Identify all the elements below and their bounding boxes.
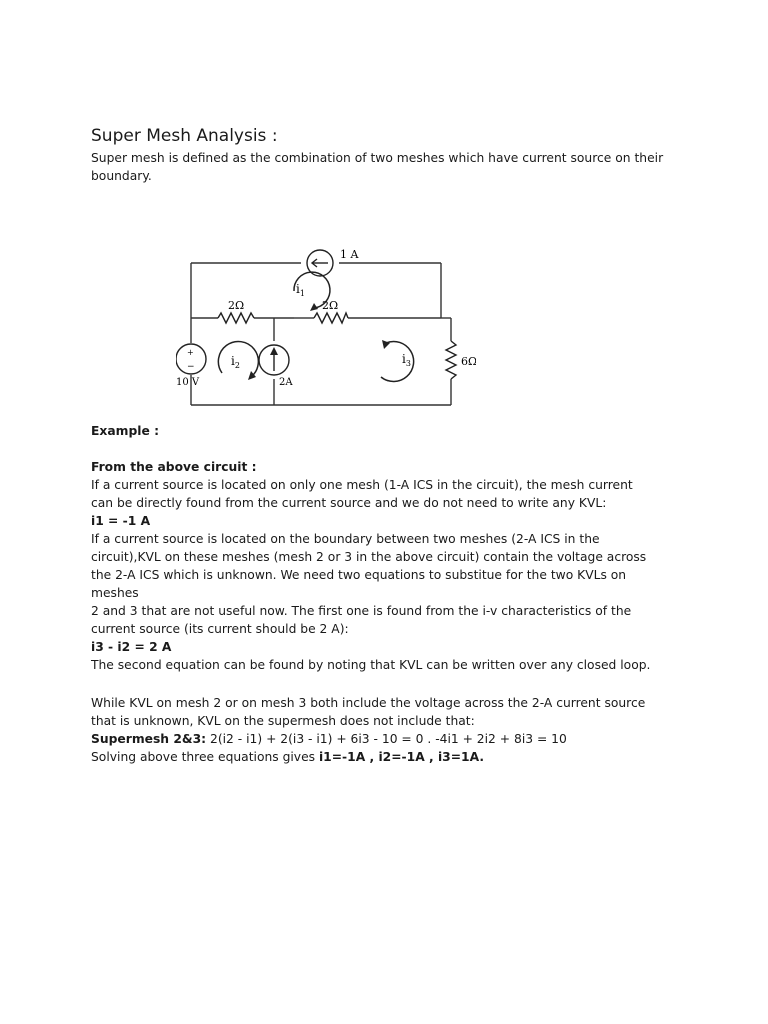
text-line: that is unknown, KVL on the supermesh does not include that:: [91, 714, 475, 728]
equation-1: i1 = -1 A: [91, 514, 151, 528]
paragraph-2: [91, 530, 681, 674]
text-line: While KVL on mesh 2 or on mesh 3 both include the voltage across the 2-A current source: [91, 696, 646, 710]
intro-line: Super mesh is defined as the combination of two meshes which have current source on their: [91, 151, 664, 165]
paragraph-1: [91, 476, 681, 530]
intro-paragraph: [91, 149, 681, 185]
text-line: the 2-A ICS which is unknown. We need two equations to substitue for the two KVLs on: [91, 568, 627, 582]
solving-text: Solving above three equations gives: [91, 750, 319, 764]
label-1a: 1 A: [340, 248, 359, 261]
resistor-left: [218, 313, 254, 323]
text-line: The second equation can be found by noting that KVL can be written over any closed loop.: [91, 658, 651, 672]
label-10v: 10 V: [176, 377, 200, 388]
supermesh-label: Supermesh 2&3:: [91, 732, 207, 746]
text-line: meshes: [91, 586, 139, 600]
mesh1-label: $i_1$: [296, 282, 305, 298]
mesh2-arrow: [218, 341, 258, 377]
resistor-right: [314, 313, 348, 323]
solving-result: i1=-1A , i2=-1A , i3=1A.: [318, 750, 484, 764]
minus-sign: −: [187, 362, 195, 372]
equation-2: i3 - i2 = 2 A: [91, 640, 172, 654]
page-title: Super Mesh Analysis :: [91, 126, 278, 146]
circuit-diagram: [176, 243, 476, 417]
text-line: If a current source is located on only one mesh (1-A ICS in the circuit), the mesh current: [91, 478, 633, 492]
text-line: If a current source is located on the boundary between two meshes (2-A ICS in the: [91, 532, 600, 546]
label-2a: 2A: [279, 377, 293, 388]
text-line: current source (its current should be 2 A):: [91, 622, 349, 636]
label-2ohm-right: 2Ω: [322, 299, 339, 312]
supermesh-equation: 2(i2 - i1) + 2(i3 - i1) + 6i3 - 10 = 0 . -4i1 + 2i2 + 8i3 = 10: [206, 732, 567, 746]
resistor-6ohm: [446, 341, 456, 379]
text-line: 2 and 3 that are not useful now. The first one is found from the i-v characteristics of the: [91, 604, 632, 618]
solving-line: [91, 748, 681, 766]
text-line: can be directly found from the current source and we do not need to write any KVL:: [91, 496, 607, 510]
text-line: circuit),KVL on these meshes (mesh 2 or 3 in the above circuit) contain the voltage across: [91, 550, 647, 564]
mesh2-label: $i_2$: [231, 354, 240, 370]
label-6ohm: 6Ω: [461, 355, 476, 368]
example-heading: Example :: [91, 424, 159, 438]
intro-line: boundary.: [91, 169, 152, 183]
label-2ohm-left: 2Ω: [228, 299, 245, 312]
from-heading: From the above circuit :: [91, 460, 257, 474]
mesh3-label: $i_3$: [402, 352, 411, 368]
plus-sign: +: [187, 348, 194, 357]
paragraph-4: [91, 694, 681, 766]
supermesh-line: [91, 730, 681, 748]
